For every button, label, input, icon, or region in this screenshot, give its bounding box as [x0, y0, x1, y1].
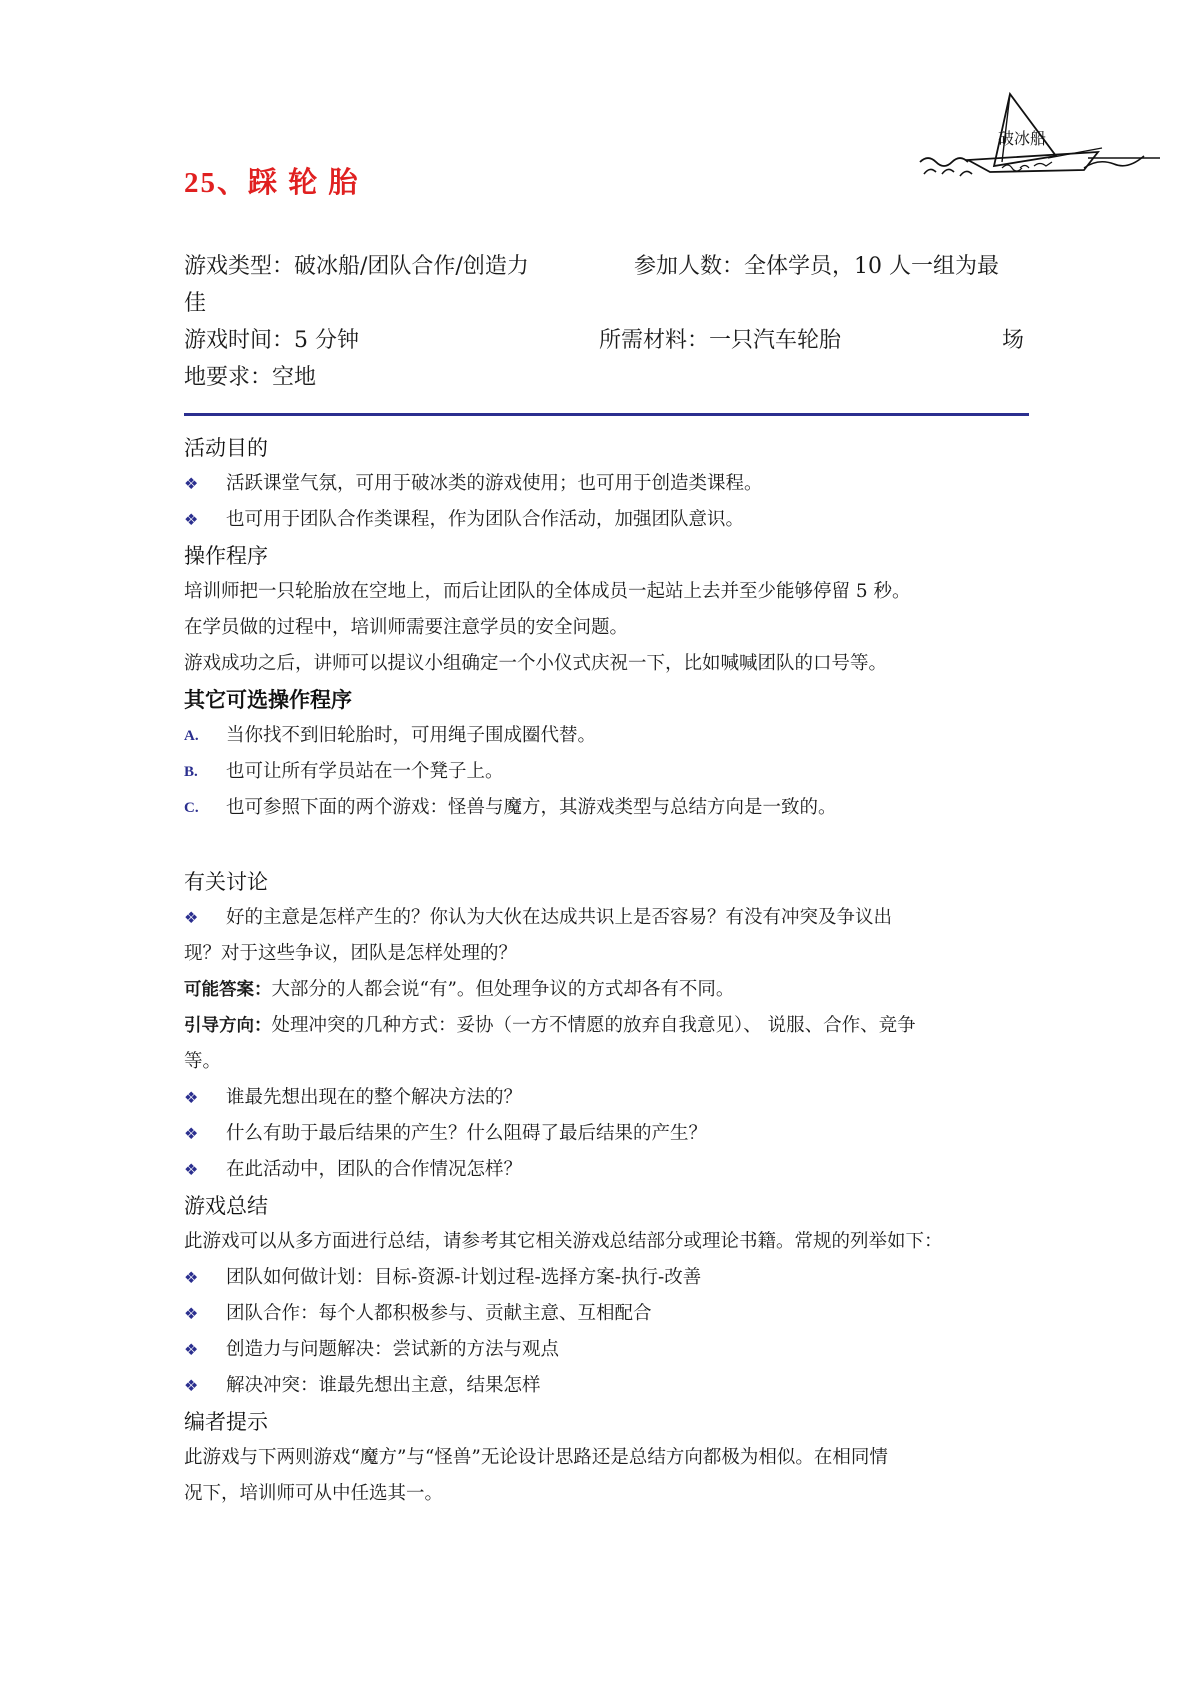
answer-label: 可能答案： [184, 980, 272, 1000]
list-item: ❖ 什么有助于最后结果的产生？什么阻碍了最后结果的产生？ [184, 1116, 1029, 1152]
participants-cont: 佳 [184, 291, 207, 316]
list-letter: A. [184, 728, 199, 744]
list-item: ❖ 创造力与问题解决：尝试新的方法与观点 [184, 1332, 1029, 1368]
game-info [184, 248, 1029, 396]
paragraph: 此游戏与下两则游戏“魔方”与“怪兽”无论设计思路还是总结方向都极为相似。在相同情 [184, 1447, 888, 1468]
bullet-icon: ❖ [184, 1268, 199, 1287]
paragraph: 游戏成功之后，讲师可以提议小组确定一个小仪式庆祝一下，比如喊喊团队的口号等。 [184, 653, 888, 674]
list-item: C. 也可参照下面的两个游戏：怪兽与魔方，其游戏类型与总结方向是一致的。 [184, 790, 1029, 826]
bullet-icon: ❖ [184, 1340, 199, 1359]
bullet-icon: ❖ [184, 1304, 199, 1323]
section-heading-notes: 编者提示 [184, 1410, 268, 1434]
list-item: ❖ 活跃课堂气氛，可用于破冰类的游戏使用；也可用于创造类课程。 [184, 466, 1029, 502]
participants: 参加人数：全体学员，10 人一组为最 [634, 254, 999, 279]
game-type: 游戏类型：破冰船/团队合作/创造力 [184, 254, 529, 279]
list-letter: C. [184, 800, 199, 816]
list-item: ❖ 在此活动中，团队的合作情况怎样？ [184, 1152, 1029, 1188]
site-requirement: 地要求：空地 [184, 365, 317, 390]
list-item: ❖ 团队如何做计划：目标-资源-计划过程-选择方案-执行-改善 [184, 1260, 1029, 1296]
list-item: B. 也可让所有学员站在一个凳子上。 [184, 754, 1029, 790]
materials: 所需材料：一只汽车轮胎 [599, 328, 842, 353]
list-item: ❖ 团队合作：每个人都积极参与、贡献主意、互相配合 [184, 1296, 1029, 1332]
list-item: A. 当你找不到旧轮胎时，可用绳子围成圈代替。 [184, 718, 1029, 754]
list-item: ❖ 也可用于团队合作类课程，作为团队合作活动，加强团队意识。 [184, 502, 1029, 538]
page-title: 25、踩 轮 胎 [184, 167, 360, 199]
guide-label: 引导方向： [184, 1016, 272, 1036]
bullet-icon: ❖ [184, 1160, 199, 1179]
answer-paragraph: 可能答案：大部分的人都会说“有”。但处理争议的方式却各有不同。 [184, 979, 735, 1000]
section-heading-discussion: 有关讨论 [184, 870, 268, 894]
section-heading-alternatives: 其它可选操作程序 [184, 688, 352, 712]
section-heading-summary: 游戏总结 [184, 1194, 268, 1218]
list-item: ❖ 解决冲突：谁最先想出主意，结果怎样 [184, 1368, 1029, 1404]
divider [184, 413, 1029, 416]
bullet-icon: ❖ [184, 1088, 199, 1107]
bullet-icon: ❖ [184, 1376, 199, 1395]
paragraph: 此游戏可以从多方面进行总结，请参考其它相关游戏总结部分或理论书籍。常规的列举如下： [184, 1231, 943, 1252]
paragraph: 在学员做的过程中，培训师需要注意学员的安全问题。 [184, 617, 629, 638]
game-time: 游戏时间：5 分钟 [184, 328, 359, 353]
list-item: ❖ 好的主意是怎样产生的？你认为大伙在达成共识上是否容易？有没有冲突及争议出 [184, 900, 1029, 936]
paragraph: 况下，培训师可从中任选其一。 [184, 1483, 444, 1504]
bullet-icon: ❖ [184, 474, 199, 493]
spacer [184, 826, 1029, 864]
section-heading-purpose: 活动目的 [184, 436, 268, 460]
icebreaker-ship-icon [898, 86, 1170, 206]
bullet-icon: ❖ [184, 510, 199, 529]
section-heading-procedure: 操作程序 [184, 544, 268, 568]
logo-label: 破冰船 [998, 129, 1047, 148]
list-letter: B. [184, 764, 198, 780]
bullet-icon: ❖ [184, 1124, 199, 1143]
guide-paragraph: 引导方向：处理冲突的几种方式：妥协（一方不情愿的放弃自我意见）、 说服、合作、竞争 [184, 1015, 916, 1036]
bullet-icon: ❖ [184, 908, 199, 927]
site-start: 场 [1002, 328, 1025, 353]
content [184, 430, 1029, 1512]
paragraph: 等。 [184, 1051, 222, 1072]
paragraph: 培训师把一只轮胎放在空地上，而后让团队的全体成员一起站上去并至少能够停留 5 秒。 [184, 581, 911, 602]
list-item: ❖ 谁最先想出现在的整个解决方法的？ [184, 1080, 1029, 1116]
paragraph: 现？对于这些争议，团队是怎样处理的？ [184, 943, 518, 964]
